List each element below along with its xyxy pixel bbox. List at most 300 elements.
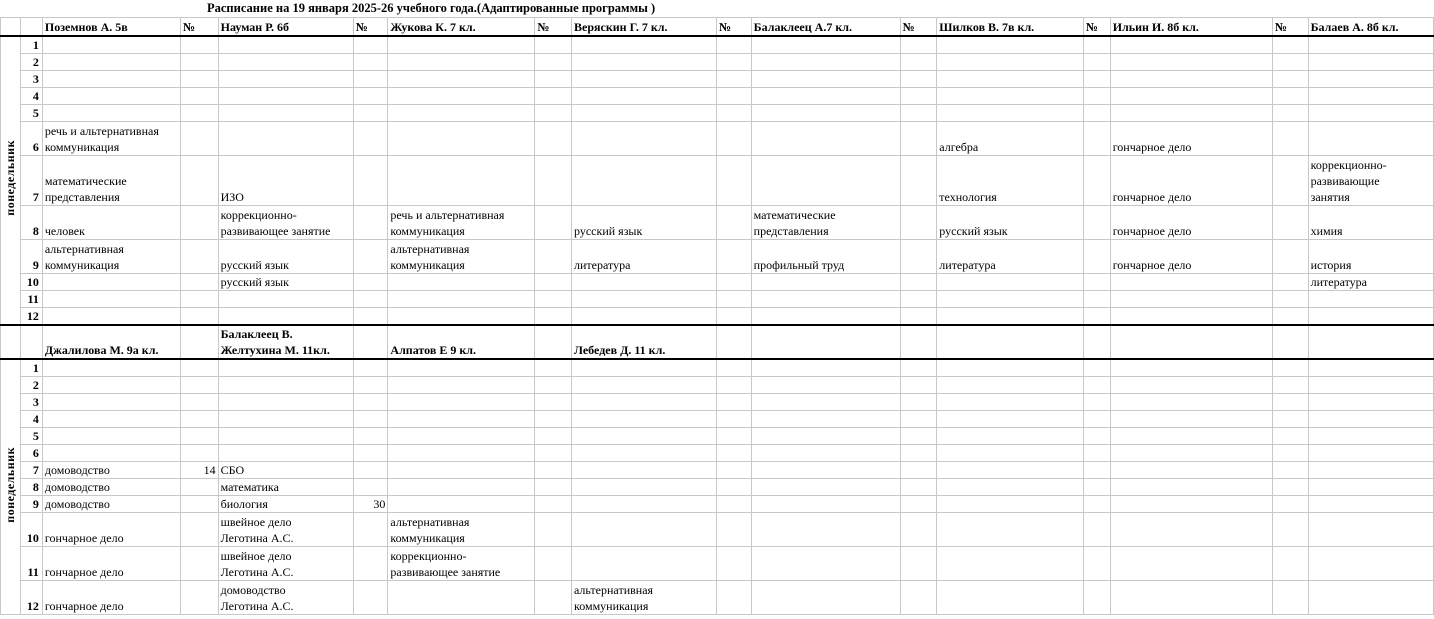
lesson-cell[interactable]: [42, 393, 180, 410]
room-cell[interactable]: [535, 410, 572, 427]
lesson-cell[interactable]: [1110, 104, 1272, 121]
lesson-cell[interactable]: [1110, 290, 1272, 307]
lesson-cell[interactable]: [572, 546, 717, 580]
lesson-cell[interactable]: [1110, 478, 1272, 495]
room-cell[interactable]: [535, 121, 572, 155]
room-cell[interactable]: [716, 290, 751, 307]
room-cell[interactable]: [900, 70, 937, 87]
room-cell[interactable]: [900, 307, 937, 325]
lesson-cell[interactable]: [751, 495, 900, 512]
lesson-cell[interactable]: [937, 70, 1084, 87]
lesson-cell[interactable]: [751, 444, 900, 461]
lesson-cell[interactable]: [572, 36, 717, 54]
room-cell[interactable]: [1083, 495, 1110, 512]
room-cell[interactable]: [1083, 359, 1110, 377]
room-cell[interactable]: [1083, 273, 1110, 290]
room-cell[interactable]: [1083, 36, 1110, 54]
student-header[interactable]: Шилков В. 7в кл.: [937, 18, 1084, 36]
room-cell[interactable]: [900, 580, 937, 614]
lesson-cell[interactable]: [1308, 87, 1433, 104]
lesson-cell[interactable]: [218, 36, 353, 54]
lesson-cell[interactable]: [1308, 546, 1433, 580]
room-cell[interactable]: [353, 307, 388, 325]
room-cell[interactable]: [353, 461, 388, 478]
lesson-cell[interactable]: [1308, 70, 1433, 87]
lesson-cell[interactable]: [388, 290, 535, 307]
room-cell[interactable]: [180, 376, 218, 393]
room-cell[interactable]: [180, 104, 218, 121]
room-cell[interactable]: [180, 444, 218, 461]
room-cell[interactable]: [180, 307, 218, 325]
room-cell[interactable]: [353, 155, 388, 205]
lesson-cell[interactable]: [42, 36, 180, 54]
lesson-cell[interactable]: [42, 410, 180, 427]
lesson-cell[interactable]: [218, 427, 353, 444]
lesson-cell[interactable]: [1110, 376, 1272, 393]
lesson-cell[interactable]: [1110, 70, 1272, 87]
lesson-cell[interactable]: домоводство: [42, 461, 180, 478]
lesson-cell[interactable]: [751, 359, 900, 377]
lesson-cell[interactable]: биология: [218, 495, 353, 512]
student-header[interactable]: Балаев А. 8б кл.: [1308, 18, 1433, 36]
lesson-cell[interactable]: [937, 512, 1084, 546]
student-header[interactable]: Лебедев Д. 11 кл.: [572, 325, 717, 359]
lesson-cell[interactable]: [388, 307, 535, 325]
room-cell[interactable]: [180, 155, 218, 205]
lesson-cell[interactable]: [42, 376, 180, 393]
room-cell[interactable]: [535, 273, 572, 290]
room-cell[interactable]: [1272, 393, 1308, 410]
room-cell[interactable]: [353, 393, 388, 410]
room-cell[interactable]: [1272, 478, 1308, 495]
room-cell[interactable]: [535, 393, 572, 410]
lesson-cell[interactable]: [937, 546, 1084, 580]
lesson-cell[interactable]: альтернативная коммуникация: [42, 239, 180, 273]
room-cell[interactable]: [535, 495, 572, 512]
room-cell[interactable]: [900, 273, 937, 290]
lesson-cell[interactable]: [1308, 36, 1433, 54]
lesson-cell[interactable]: [1308, 461, 1433, 478]
room-cell[interactable]: [900, 290, 937, 307]
room-cell[interactable]: [716, 205, 751, 239]
room-cell[interactable]: [353, 104, 388, 121]
lesson-cell[interactable]: [388, 36, 535, 54]
student-header[interactable]: Алпатов Е 9 кл.: [388, 325, 535, 359]
lesson-cell[interactable]: [937, 53, 1084, 70]
room-cell[interactable]: [180, 580, 218, 614]
lesson-cell[interactable]: [937, 359, 1084, 377]
lesson-cell[interactable]: швейное дело Леготина А.С.: [218, 546, 353, 580]
room-header[interactable]: №: [180, 18, 218, 36]
room-header[interactable]: [1272, 325, 1308, 359]
lesson-cell[interactable]: [1308, 307, 1433, 325]
room-cell[interactable]: [1272, 546, 1308, 580]
lesson-cell[interactable]: [218, 87, 353, 104]
lesson-cell[interactable]: [1308, 512, 1433, 546]
lesson-cell[interactable]: [572, 393, 717, 410]
room-cell[interactable]: [716, 376, 751, 393]
room-header[interactable]: №: [1272, 18, 1308, 36]
lesson-cell[interactable]: [1110, 393, 1272, 410]
room-cell[interactable]: [716, 70, 751, 87]
lesson-cell[interactable]: [1308, 427, 1433, 444]
room-cell[interactable]: [716, 307, 751, 325]
lesson-cell[interactable]: технология: [937, 155, 1084, 205]
room-cell[interactable]: [716, 273, 751, 290]
lesson-cell[interactable]: альтернативная коммуникация: [388, 512, 535, 546]
room-cell[interactable]: [900, 478, 937, 495]
student-header[interactable]: Ильин И. 8б кл.: [1110, 18, 1272, 36]
room-cell[interactable]: [535, 376, 572, 393]
room-cell[interactable]: [1272, 205, 1308, 239]
room-cell[interactable]: [353, 290, 388, 307]
room-cell[interactable]: [900, 87, 937, 104]
student-header[interactable]: Науман Р. 6б: [218, 18, 353, 36]
lesson-cell[interactable]: [572, 495, 717, 512]
student-header[interactable]: Джалилова М. 9а кл.: [42, 325, 180, 359]
room-cell[interactable]: [716, 104, 751, 121]
lesson-cell[interactable]: [751, 393, 900, 410]
room-header[interactable]: №: [716, 18, 751, 36]
room-cell[interactable]: [180, 359, 218, 377]
lesson-cell[interactable]: речь и альтернативная коммуникация: [388, 205, 535, 239]
lesson-cell[interactable]: [388, 376, 535, 393]
lesson-cell[interactable]: [1308, 393, 1433, 410]
lesson-cell[interactable]: математические представления: [751, 205, 900, 239]
lesson-cell[interactable]: [1110, 410, 1272, 427]
room-cell[interactable]: [353, 478, 388, 495]
room-cell[interactable]: [353, 36, 388, 54]
lesson-cell[interactable]: [937, 478, 1084, 495]
room-cell[interactable]: [716, 495, 751, 512]
room-cell[interactable]: [900, 410, 937, 427]
lesson-cell[interactable]: домоводство: [42, 495, 180, 512]
room-cell[interactable]: [180, 512, 218, 546]
room-cell[interactable]: [1083, 121, 1110, 155]
room-cell[interactable]: [1083, 580, 1110, 614]
lesson-cell[interactable]: коррекционно- развивающие занятия: [1308, 155, 1433, 205]
room-cell[interactable]: [535, 427, 572, 444]
lesson-cell[interactable]: [751, 376, 900, 393]
room-cell[interactable]: [353, 376, 388, 393]
lesson-cell[interactable]: гончарное дело: [1110, 121, 1272, 155]
room-cell[interactable]: [900, 427, 937, 444]
room-cell[interactable]: [1083, 393, 1110, 410]
room-cell[interactable]: [900, 36, 937, 54]
room-cell[interactable]: [353, 546, 388, 580]
room-cell[interactable]: [1083, 478, 1110, 495]
lesson-cell[interactable]: [1110, 461, 1272, 478]
lesson-cell[interactable]: [1110, 580, 1272, 614]
room-cell[interactable]: [1272, 427, 1308, 444]
room-cell[interactable]: [1272, 461, 1308, 478]
room-cell[interactable]: [535, 104, 572, 121]
lesson-cell[interactable]: литература: [572, 239, 717, 273]
room-cell[interactable]: [180, 70, 218, 87]
lesson-cell[interactable]: человек: [42, 205, 180, 239]
room-cell[interactable]: [1083, 512, 1110, 546]
lesson-cell[interactable]: гончарное дело: [1110, 155, 1272, 205]
student-header[interactable]: [751, 325, 900, 359]
lesson-cell[interactable]: [1308, 104, 1433, 121]
room-cell[interactable]: [716, 155, 751, 205]
room-cell[interactable]: [900, 155, 937, 205]
lesson-cell[interactable]: [1110, 359, 1272, 377]
room-cell[interactable]: [1083, 376, 1110, 393]
lesson-cell[interactable]: [1110, 53, 1272, 70]
room-cell[interactable]: [900, 239, 937, 273]
room-cell[interactable]: [353, 273, 388, 290]
room-cell[interactable]: [716, 53, 751, 70]
room-cell[interactable]: [535, 205, 572, 239]
lesson-cell[interactable]: литература: [937, 239, 1084, 273]
room-cell[interactable]: [900, 546, 937, 580]
room-cell[interactable]: [716, 121, 751, 155]
room-cell[interactable]: [900, 461, 937, 478]
lesson-cell[interactable]: [751, 580, 900, 614]
lesson-cell[interactable]: [751, 36, 900, 54]
lesson-cell[interactable]: математические представления: [42, 155, 180, 205]
room-cell[interactable]: [1272, 70, 1308, 87]
lesson-cell[interactable]: [751, 273, 900, 290]
room-header[interactable]: [353, 325, 388, 359]
room-cell[interactable]: [1083, 444, 1110, 461]
lesson-cell[interactable]: химия: [1308, 205, 1433, 239]
room-cell[interactable]: [716, 512, 751, 546]
lesson-cell[interactable]: гончарное дело: [42, 512, 180, 546]
lesson-cell[interactable]: [937, 87, 1084, 104]
lesson-cell[interactable]: [937, 376, 1084, 393]
lesson-cell[interactable]: [1308, 478, 1433, 495]
room-cell[interactable]: [353, 53, 388, 70]
lesson-cell[interactable]: [1110, 36, 1272, 54]
lesson-cell[interactable]: [1308, 53, 1433, 70]
lesson-cell[interactable]: коррекционно- развивающее занятие: [388, 546, 535, 580]
room-cell[interactable]: [1083, 155, 1110, 205]
lesson-cell[interactable]: [751, 290, 900, 307]
lesson-cell[interactable]: гончарное дело: [1110, 239, 1272, 273]
room-cell[interactable]: [716, 87, 751, 104]
room-cell[interactable]: [900, 205, 937, 239]
room-cell[interactable]: [900, 53, 937, 70]
lesson-cell[interactable]: домоводство: [42, 478, 180, 495]
lesson-cell[interactable]: домоводство Леготина А.С.: [218, 580, 353, 614]
lesson-cell[interactable]: [572, 307, 717, 325]
lesson-cell[interactable]: [1308, 495, 1433, 512]
lesson-cell[interactable]: [937, 495, 1084, 512]
room-cell[interactable]: [716, 36, 751, 54]
room-cell[interactable]: [535, 239, 572, 273]
lesson-cell[interactable]: [937, 393, 1084, 410]
room-cell[interactable]: [1272, 444, 1308, 461]
room-cell[interactable]: [353, 359, 388, 377]
lesson-cell[interactable]: [937, 273, 1084, 290]
room-cell[interactable]: [716, 546, 751, 580]
lesson-cell[interactable]: [218, 307, 353, 325]
room-cell[interactable]: [1272, 239, 1308, 273]
lesson-cell[interactable]: русский язык: [572, 205, 717, 239]
lesson-cell[interactable]: [572, 70, 717, 87]
lesson-cell[interactable]: [572, 53, 717, 70]
room-cell[interactable]: [180, 290, 218, 307]
room-cell[interactable]: [180, 239, 218, 273]
room-cell[interactable]: [900, 444, 937, 461]
room-cell[interactable]: [1272, 155, 1308, 205]
student-header[interactable]: Веряскин Г. 7 кл.: [572, 18, 717, 36]
room-cell[interactable]: [353, 70, 388, 87]
room-cell[interactable]: [900, 495, 937, 512]
lesson-cell[interactable]: [218, 290, 353, 307]
lesson-cell[interactable]: [1110, 87, 1272, 104]
room-cell[interactable]: [535, 478, 572, 495]
room-cell[interactable]: [1272, 290, 1308, 307]
room-cell[interactable]: [180, 87, 218, 104]
lesson-cell[interactable]: [751, 121, 900, 155]
room-cell[interactable]: [900, 512, 937, 546]
student-header[interactable]: Поземнов А. 5в: [42, 18, 180, 36]
lesson-cell[interactable]: математика: [218, 478, 353, 495]
lesson-cell[interactable]: русский язык: [218, 239, 353, 273]
room-header[interactable]: №: [900, 18, 937, 36]
lesson-cell[interactable]: русский язык: [937, 205, 1084, 239]
lesson-cell[interactable]: [42, 273, 180, 290]
lesson-cell[interactable]: [751, 461, 900, 478]
room-cell[interactable]: [180, 273, 218, 290]
lesson-cell[interactable]: [1308, 121, 1433, 155]
lesson-cell[interactable]: [1308, 410, 1433, 427]
room-cell[interactable]: [535, 512, 572, 546]
room-cell[interactable]: [716, 410, 751, 427]
lesson-cell[interactable]: [1110, 273, 1272, 290]
lesson-cell[interactable]: альтернативная коммуникация: [572, 580, 717, 614]
lesson-cell[interactable]: [1110, 307, 1272, 325]
room-cell[interactable]: [180, 427, 218, 444]
room-cell[interactable]: [1083, 70, 1110, 87]
room-cell[interactable]: [353, 239, 388, 273]
room-cell[interactable]: [900, 376, 937, 393]
lesson-cell[interactable]: гончарное дело: [42, 546, 180, 580]
room-cell[interactable]: [353, 427, 388, 444]
lesson-cell[interactable]: [388, 410, 535, 427]
room-cell[interactable]: [1272, 376, 1308, 393]
room-cell[interactable]: [535, 87, 572, 104]
room-cell[interactable]: [1272, 121, 1308, 155]
room-cell[interactable]: [716, 461, 751, 478]
room-cell[interactable]: [353, 121, 388, 155]
student-header[interactable]: Балаклеец В. Желтухина М. 11кл.: [218, 325, 353, 359]
lesson-cell[interactable]: [388, 104, 535, 121]
room-cell[interactable]: [535, 580, 572, 614]
room-header[interactable]: [716, 325, 751, 359]
lesson-cell[interactable]: [751, 70, 900, 87]
room-cell[interactable]: [1083, 427, 1110, 444]
room-cell[interactable]: [1272, 36, 1308, 54]
room-header[interactable]: [180, 325, 218, 359]
lesson-cell[interactable]: [751, 53, 900, 70]
room-cell[interactable]: [1272, 495, 1308, 512]
lesson-cell[interactable]: [388, 155, 535, 205]
lesson-cell[interactable]: [218, 70, 353, 87]
lesson-cell[interactable]: [751, 512, 900, 546]
lesson-cell[interactable]: [42, 290, 180, 307]
lesson-cell[interactable]: [572, 461, 717, 478]
room-cell[interactable]: [535, 70, 572, 87]
lesson-cell[interactable]: [1308, 290, 1433, 307]
room-cell[interactable]: [180, 53, 218, 70]
room-cell[interactable]: [535, 359, 572, 377]
lesson-cell[interactable]: гончарное дело: [1110, 205, 1272, 239]
lesson-cell[interactable]: [1308, 359, 1433, 377]
room-cell[interactable]: [1083, 307, 1110, 325]
room-cell[interactable]: [716, 478, 751, 495]
lesson-cell[interactable]: [218, 104, 353, 121]
lesson-cell[interactable]: [572, 87, 717, 104]
lesson-cell[interactable]: [218, 121, 353, 155]
lesson-cell[interactable]: [42, 70, 180, 87]
lesson-cell[interactable]: [42, 307, 180, 325]
lesson-cell[interactable]: [572, 512, 717, 546]
room-cell[interactable]: [535, 307, 572, 325]
lesson-cell[interactable]: профильный труд: [751, 239, 900, 273]
lesson-cell[interactable]: [42, 359, 180, 377]
lesson-cell[interactable]: [218, 393, 353, 410]
lesson-cell[interactable]: русский язык: [218, 273, 353, 290]
lesson-cell[interactable]: [572, 478, 717, 495]
room-cell[interactable]: [535, 461, 572, 478]
room-header[interactable]: [535, 325, 572, 359]
room-cell[interactable]: [1083, 410, 1110, 427]
student-header[interactable]: [937, 325, 1084, 359]
room-cell[interactable]: [535, 36, 572, 54]
lesson-cell[interactable]: ИЗО: [218, 155, 353, 205]
lesson-cell[interactable]: СБО: [218, 461, 353, 478]
room-cell[interactable]: [900, 121, 937, 155]
lesson-cell[interactable]: [1110, 546, 1272, 580]
room-cell[interactable]: [900, 393, 937, 410]
lesson-cell[interactable]: [937, 307, 1084, 325]
room-cell[interactable]: [1272, 273, 1308, 290]
lesson-cell[interactable]: [751, 87, 900, 104]
room-cell[interactable]: [535, 290, 572, 307]
room-cell[interactable]: [180, 546, 218, 580]
room-cell[interactable]: [180, 205, 218, 239]
room-cell[interactable]: [716, 239, 751, 273]
room-cell[interactable]: [900, 104, 937, 121]
lesson-cell[interactable]: [388, 495, 535, 512]
room-cell[interactable]: [535, 546, 572, 580]
lesson-cell[interactable]: [42, 444, 180, 461]
lesson-cell[interactable]: [1110, 444, 1272, 461]
lesson-cell[interactable]: [42, 427, 180, 444]
lesson-cell[interactable]: [937, 580, 1084, 614]
lesson-cell[interactable]: [572, 427, 717, 444]
lesson-cell[interactable]: [937, 36, 1084, 54]
lesson-cell[interactable]: [388, 70, 535, 87]
room-cell[interactable]: 30: [353, 495, 388, 512]
room-cell[interactable]: [1083, 87, 1110, 104]
lesson-cell[interactable]: [572, 104, 717, 121]
lesson-cell[interactable]: [1110, 495, 1272, 512]
room-cell[interactable]: [180, 36, 218, 54]
lesson-cell[interactable]: [388, 478, 535, 495]
lesson-cell[interactable]: [218, 359, 353, 377]
room-cell[interactable]: [535, 444, 572, 461]
lesson-cell[interactable]: [751, 155, 900, 205]
room-cell[interactable]: [716, 359, 751, 377]
room-cell[interactable]: [1272, 359, 1308, 377]
room-cell[interactable]: [1083, 53, 1110, 70]
lesson-cell[interactable]: [42, 53, 180, 70]
